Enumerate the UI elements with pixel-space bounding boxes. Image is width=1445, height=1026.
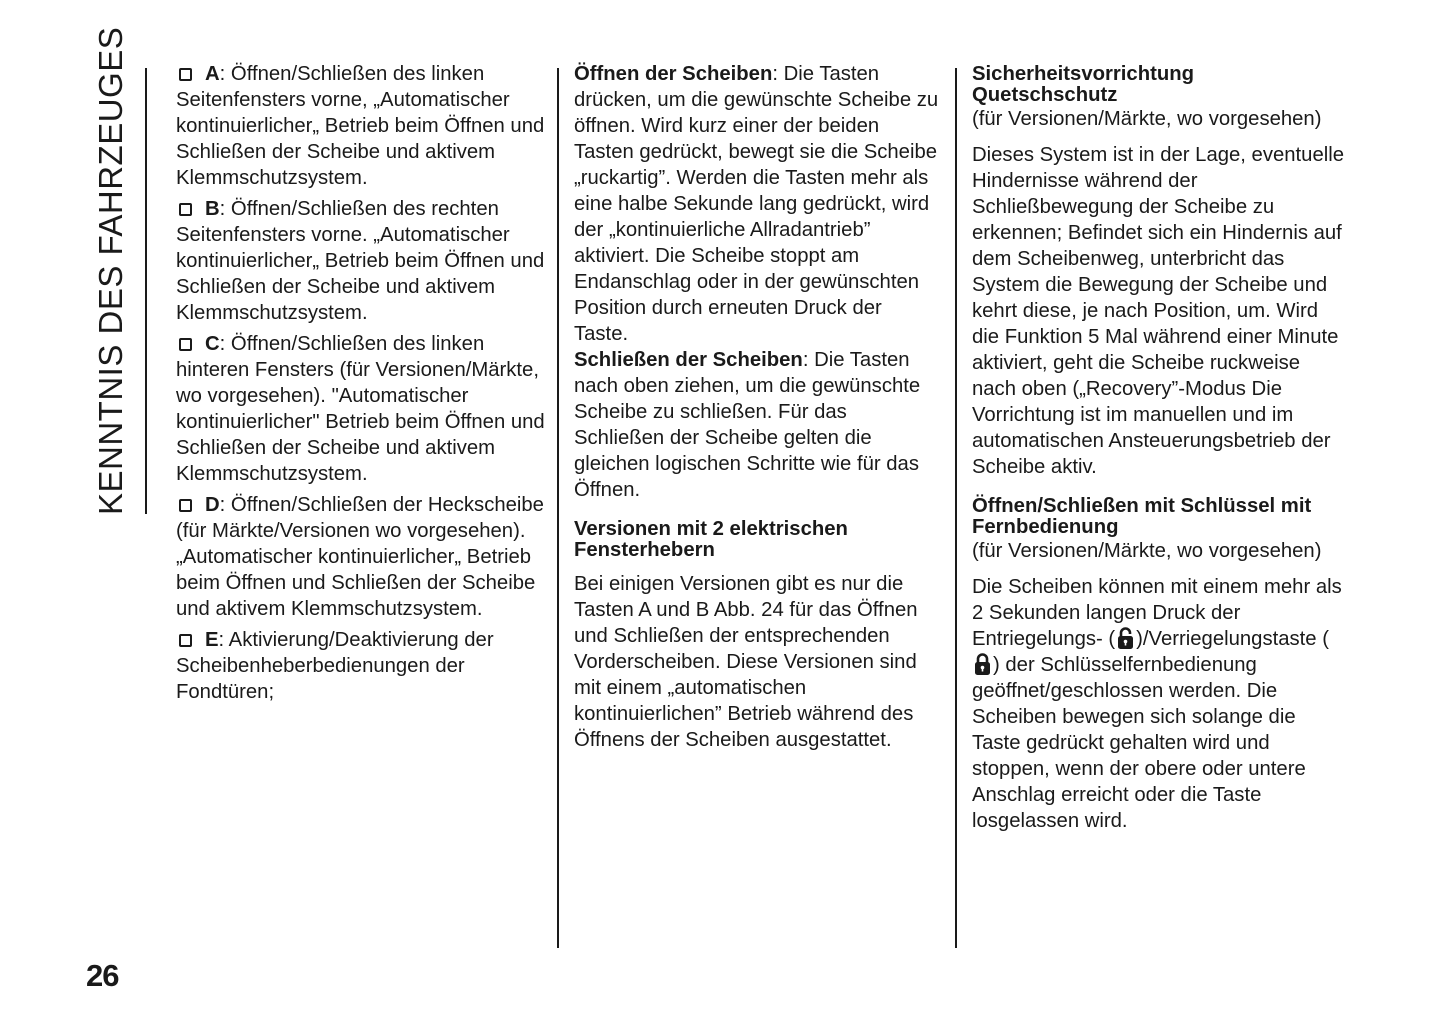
key-text-part-2: )/Verriegelungstaste (	[1136, 628, 1329, 650]
item-text: : Öffnen/Schließen des linken hinteren Fensters (für Versionen/Märkte, wo vorgesehen). "Automatischer kontinuierlicher" Betrieb beim Öffnen und Schließen der Scheibe und aktivem Klemmschutzsystem.	[176, 333, 545, 485]
list-item	[176, 196, 546, 326]
checkbox-bullet-icon	[179, 68, 192, 81]
versions-heading: Versionen mit 2 elektrischen Fensterhebern	[574, 518, 848, 561]
item-text: : Aktivierung/Deaktivierung der Scheibenheberbedienungen der Fondtüren;	[176, 629, 494, 703]
side-rule	[145, 68, 147, 514]
key-note: (für Versionen/Märkte, wo vorgesehen)	[972, 540, 1322, 562]
list-item	[176, 61, 546, 191]
safety-note: (für Versionen/Märkte, wo vorgesehen)	[972, 108, 1322, 130]
list-item	[176, 492, 546, 622]
checkbox-bullet-icon	[179, 499, 192, 512]
column-divider-1	[557, 68, 559, 948]
unlock-icon	[1116, 626, 1135, 650]
list-item	[176, 627, 546, 705]
safety-text: Dieses System ist in der Lage, eventuelle Hindernisse während der Schließbewegung der Scheibe zu erkennen; Befindet sich ein Hindernis auf dem Scheibenweg, unterbricht das System die Bewegung der Scheibe und kehrt diese, je nach Position, um. Wird die Funktion 5 Mal während einer Minute aktiviert, geht die Scheibe ruckweise nach oben („Recovery”-Modus Die Vorrichtung ist im manuellen und im automatischen Ansteuerungsbetrieb der Scheibe aktiv.	[972, 144, 1345, 478]
list-item	[176, 331, 546, 487]
close-text: : Die Tasten nach oben ziehen, um die gewünschte Scheibe zu schließen. Für das Schließen der Scheibe gelten die gleichen logischen Schritte wie für das Öffnen.	[574, 349, 921, 501]
item-letter: A	[205, 63, 220, 85]
item-text: : Öffnen/Schließen des linken Seitenfensters vorne, „Automatischer kontinuierlicher„ Betrieb beim Öffnen und Schließen der Scheibe und aktivem Klemmschutzsystem.	[176, 63, 545, 189]
key-heading: Öffnen/Schließen mit Schlüssel mit Fernbedienung	[972, 495, 1312, 538]
close-lead: Schließen der Scheiben	[574, 349, 803, 371]
item-text: : Öffnen/Schließen des rechten Seitenfensters vorne. „Automatischer kontinuierlicher„ Betrieb beim Öffnen und Schließen der Scheibe und aktivem Klemmschutzsystem.	[176, 198, 545, 324]
key-text	[972, 574, 1344, 834]
lock-icon	[973, 652, 992, 676]
chapter-side-title: KENNTNIS DES FAHRZEUGES	[92, 26, 129, 515]
close-paragraph	[574, 347, 940, 503]
checkbox-bullet-icon	[179, 203, 192, 216]
item-letter: E	[205, 629, 219, 651]
column-2	[574, 61, 940, 753]
page-number: 26	[86, 958, 119, 993]
key-text-part-3: ) der Schlüsselfernbedienung geöffnet/geschlossen werden. Die Scheiben bewegen sich solange die Taste gedrückt gehalten wird und stoppen, wenn der obere oder untere Anschlag erreicht oder die Taste losgelassen wird.	[972, 654, 1306, 832]
versions-text: Bei einigen Versionen gibt es nur die Tasten A und B Abb. 24 für das Öffnen und Schließen der entsprechenden Vorderscheiben. Diese Versionen sind mit einem „automatischen kontinuierlichen” Betrieb während des Öffnens der Scheiben ausgestattet.	[574, 573, 918, 751]
column-1	[176, 61, 546, 710]
key-text-part-1: Die Scheiben können mit einem mehr als 2 Sekunden langen Druck der Entriegelungs- (	[972, 576, 1342, 650]
item-letter: C	[205, 333, 220, 355]
column-divider-2	[955, 68, 957, 948]
open-lead: Öffnen der Scheiben	[574, 63, 773, 85]
open-text: : Die Tasten drücken, um die gewünschte Scheibe zu öffnen. Wird kurz einer der beiden Tasten gedrückt, bewegt sie die Scheibe „ruckartig”. Werden die Tasten mehr als eine halbe Sekunde lang gedrückt, wird der „kontinuierliche Allradantrieb” aktiviert. Die Scheibe stoppt am Endanschlag oder in der gewünschten Position durch erneuten Druck der Taste.	[574, 63, 939, 345]
checkbox-bullet-icon	[179, 338, 192, 351]
item-text: : Öffnen/Schließen der Heckscheibe (für Märkte/Versionen wo vorgesehen). „Automatischer kontinuierlicher„ Betrieb beim Öffnen und Schließen der Scheibe und aktivem Klemmschutzsystem.	[176, 494, 544, 620]
item-letter: D	[205, 494, 220, 516]
checkbox-bullet-icon	[179, 634, 192, 647]
item-letter: B	[205, 198, 220, 220]
open-paragraph	[574, 61, 940, 347]
safety-heading: Sicherheitsvorrichtung Quetschschutz	[972, 63, 1195, 106]
column-3	[972, 61, 1344, 834]
